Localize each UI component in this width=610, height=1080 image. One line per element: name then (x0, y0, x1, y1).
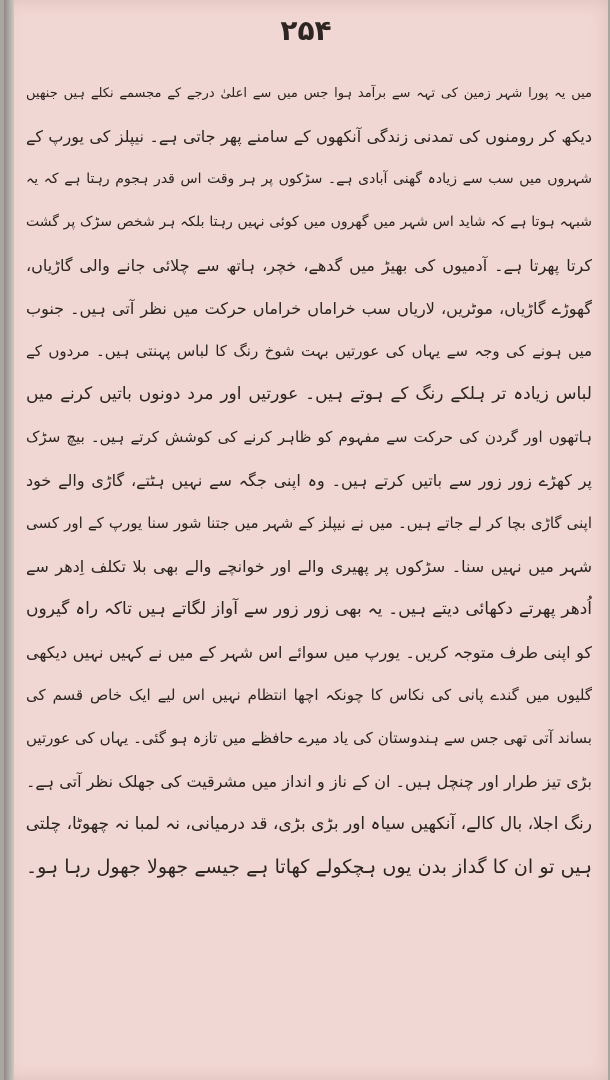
text-line: گھوڑے گاڑیاں، موٹریں، لاریاں سب خراماں خراماں حرکت میں نظر آتی ہیں۔ جنوب (26, 299, 592, 318)
text-line: دیکھ کر رومنوں کی تمدنی زندگی آنکھوں کے سامنے پھر جاتی ہے۔ نیپلز کی یورپ کے (26, 127, 592, 146)
text-line: اُدھر پھرتے دکھائی دیتے ہیں۔ یہ بھی زور زور سے آواز لگاتے ہیں تاکہ راہ گیروں (26, 599, 592, 619)
text-line: رنگ اجلا، بال کالے، آنکھیں سیاہ اور بڑی بڑی، قد درمیانی، نہ لمبا نہ چھوٹا، چلتی (26, 814, 592, 834)
text-line: لباس زیادہ تر ہلکے رنگ کے ہوتے ہیں۔ عورتیں اور مرد دونوں باتیں کرنے میں (26, 384, 592, 404)
text-line: شبہہ ہوتا ہے کہ شاید اس شہر میں گھروں میں کوئی نہیں رہتا بلکہ ہر شخص سڑک پر گشت (26, 214, 592, 230)
text-line: میں یہ پورا شہر زمین کی تہہ سے برآمد ہوا جس میں سے اعلیٰ درجے کے مجسمے نکلے ہیں جنھیں (26, 86, 592, 101)
text-line: کو اپنی طرف متوجہ کریں۔ یورپ میں سوائے اس شہر کے میں نے کہیں نہیں دیکھی (26, 643, 592, 662)
book-page (4, 0, 608, 1080)
text-line: گلیوں میں گندے پانی کی نکاس کا چونکہ اچھا انتظام نہیں اس لیے ایک خاص قسم کی (26, 686, 592, 704)
text-line: بساند آتی تھی جس سے ہندوستان کی یاد میرے حافظے میں تازہ ہو گئی۔ یہاں کی عورتیں (26, 729, 592, 747)
text-line: شہر میں نہیں سنا۔ سڑکوں پر پھیری والے اور خوانچے والے بھی بلا تکلف اِدھر سے (26, 557, 592, 576)
page-text (26, 72, 592, 889)
text-line: بڑی تیز طرار اور چنچل ہیں۔ ان کے ناز و انداز میں مشرقیت کی جھلک نظر آتی ہے۔ (26, 772, 592, 791)
text-line: اپنی گاڑی بچا کر لے جاتے ہیں۔ میں نے نیپلز کے شہر میں جتنا شور سنا یورپ کے اور کسی (26, 514, 592, 532)
text-line: کرتا پھرتا ہے۔ آدمیوں کی بھیڑ میں گدھے، خچر، ہاتھ سے چلائی جانے والی گاڑیاں، (26, 256, 592, 275)
page-edge-shadow (4, 0, 14, 1080)
text-line: میں ہونے کی وجہ سے یہاں کی عورتیں بہت شوخ رنگ کا لباس پہنتی ہیں۔ مردوں کے (26, 342, 592, 360)
text-line: پر کھڑے زور زور سے باتیں کرتے ہیں۔ وہ اپنی جگہ سے نہیں ہٹتے، گاڑی والے خود (26, 471, 592, 490)
text-line: ہیں تو ان کا گداز بدن یوں ہچکولے کھاتا ہے جیسے جھولا جھول رہا ہو۔ (26, 856, 592, 878)
page-number: ۲۵۴ (280, 14, 332, 47)
text-line: ہاتھوں اور گردن کی حرکت سے مفہوم کو ظاہر کرنے کی کوشش کرتے ہیں۔ بیچ سڑک (26, 428, 592, 446)
text-line: شہروں میں سب سے زیادہ گھنی آبادی ہے۔ سڑکوں پر ہر وقت اس قدر ہجوم رہتا ہے کہ یہ (26, 171, 592, 187)
